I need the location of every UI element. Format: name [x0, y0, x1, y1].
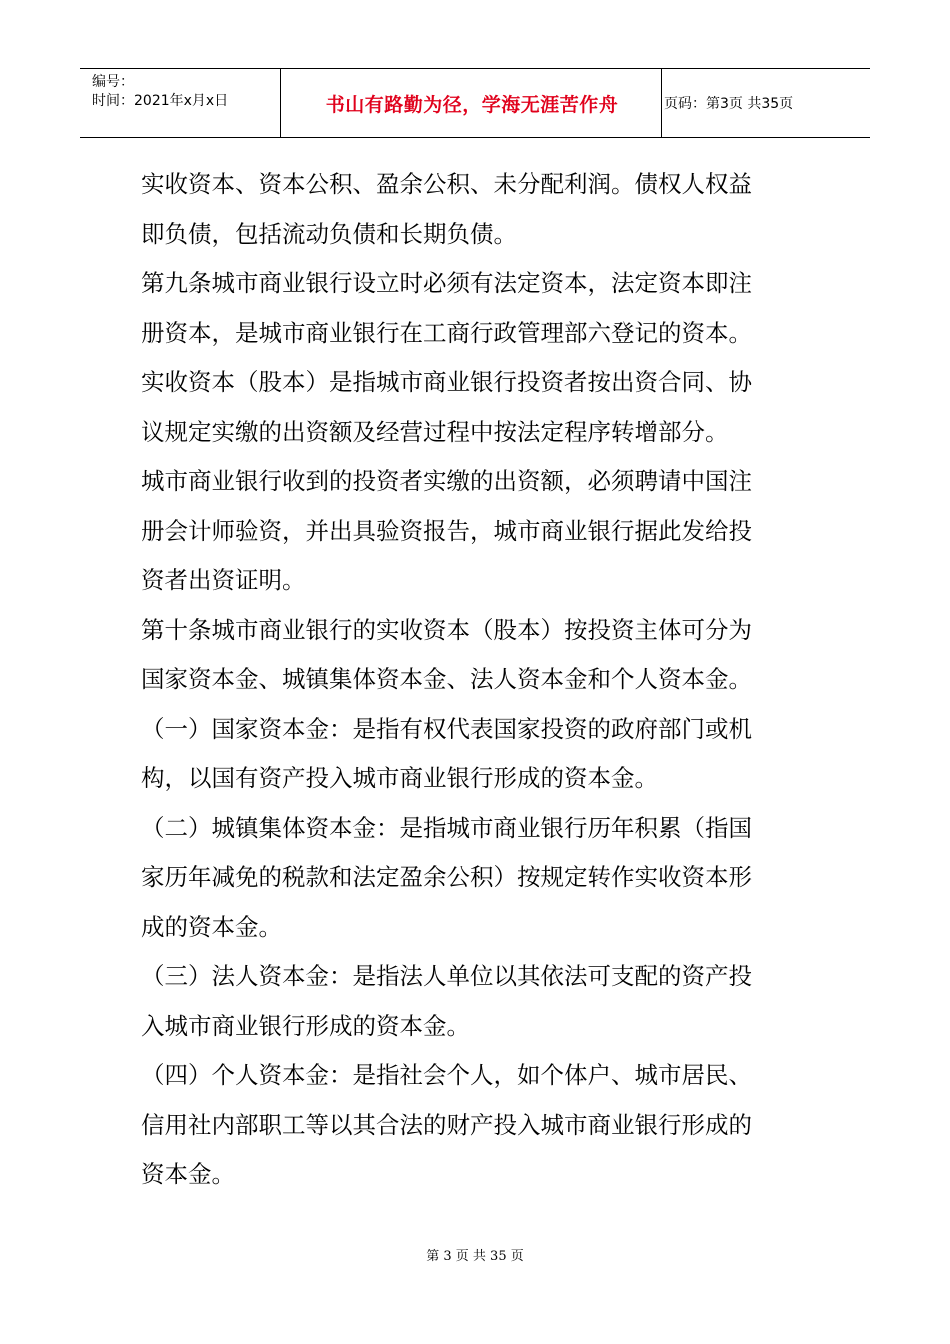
paragraph-line: 入城市商业银行形成的资本金。: [141, 1011, 470, 1040]
paragraph-line: 实收资本（股本）是指城市商业银行投资者按出资合同、协: [141, 368, 752, 396]
serial-label: 编号：: [92, 74, 134, 90]
paragraph: [141, 160, 821, 259]
paragraph-line: 第十条城市商业银行的实收资本（股本）按投资主体可分为: [141, 615, 752, 644]
paragraph-line: 册会计师验资，并出具验资报告，城市商业银行据此发给投: [141, 516, 752, 545]
paragraph-line: 册资本，是城市商业银行在工商行政管理部六登记的资本。: [141, 318, 752, 347]
paragraph-line: 国家资本金、城镇集体资本金、法人资本金和个人资本金。: [141, 665, 752, 693]
time-label: 时间：2021年x月x日: [92, 93, 229, 109]
paragraph-line: 第九条城市商业银行设立时必须有法定资本，法定资本即注: [141, 269, 752, 297]
paragraph-line: 信用社内部职工等以其合法的财产投入城市商业银行形成的: [141, 1110, 752, 1139]
paragraph-line: 议规定实缴的出资额及经营过程中按法定程序转增部分。: [141, 417, 729, 446]
document-body: [141, 160, 821, 1200]
paragraph: [141, 457, 821, 606]
paragraph: [141, 705, 821, 804]
paragraph-line: 即负债，包括流动负债和长期负债。: [141, 219, 517, 248]
paragraph-line: 城市商业银行收到的投资者实缴的出资额，必须聘请中国注: [141, 467, 752, 495]
header-page-info: 页码：第3页 共35页: [664, 96, 794, 112]
header-meta: [92, 73, 228, 111]
page-header: [80, 68, 870, 138]
paragraph: [141, 358, 821, 457]
page-footer: 第 3 页 共 35 页: [426, 1249, 524, 1264]
paragraph: [141, 259, 821, 358]
paragraph-line: 资者出资证明。: [141, 566, 306, 594]
paragraph-line: 资本金。: [141, 1160, 235, 1188]
paragraph-line: 成的资本金。: [141, 912, 282, 941]
paragraph-line: （一）国家资本金：是指有权代表国家投资的政府部门或机: [141, 714, 752, 743]
paragraph-line: 家历年减免的税款和法定盈余公积）按规定转作实收资本形: [141, 863, 752, 891]
paragraph-line: （四）个人资本金：是指社会个人，如个体户、城市居民、: [141, 1061, 752, 1089]
header-motto: 书山有路勤为径，学海无涯苦作舟: [325, 93, 619, 116]
paragraph: [141, 804, 821, 953]
header-divider-left: [280, 69, 281, 137]
header-divider-right: [661, 69, 662, 137]
paragraph-line: 实收资本、资本公积、盈余公积、未分配利润。债权人权益: [141, 170, 752, 198]
paragraph-line: （三）法人资本金：是指法人单位以其依法可支配的资产投: [141, 962, 752, 990]
paragraph: [141, 606, 821, 705]
paragraph: [141, 1051, 821, 1200]
paragraph-line: 构，以国有资产投入城市商业银行形成的资本金。: [141, 764, 658, 792]
paragraph-line: （二）城镇集体资本金：是指城市商业银行历年积累（指国: [141, 813, 752, 842]
paragraph: [141, 952, 821, 1051]
